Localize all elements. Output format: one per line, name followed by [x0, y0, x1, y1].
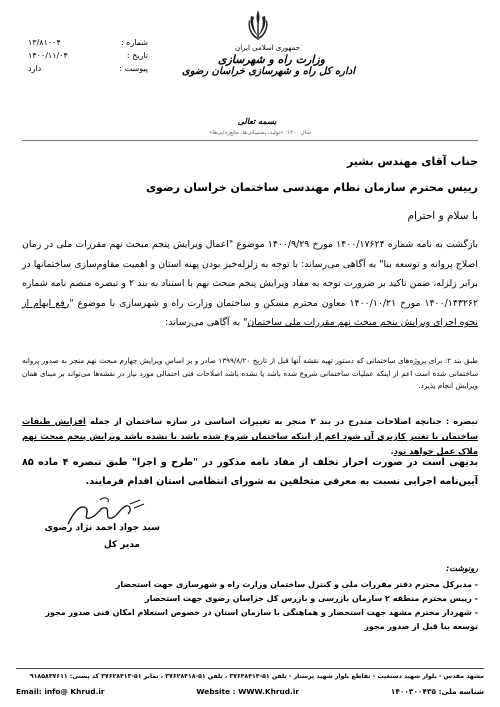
footer-contacts: [16, 687, 484, 696]
footer-email[interactable]: Email: info@ Khrud.ir: [16, 687, 105, 696]
meta-number-value: ۱۳/۸۱۰۰۴: [28, 38, 61, 47]
meta-date-label: تاریخ :: [126, 51, 148, 60]
meta-date-value: ۱۴۰۰/۱۱/۰۴: [28, 51, 68, 60]
meta-date: [28, 49, 148, 62]
meta-number-label: شماره :: [120, 38, 148, 47]
note-text: تبصره : جنانچه اصلاحات مندرج در بند ۲ منجر به تغییرات اساسی در سازه ساختمان از جمله: [85, 416, 479, 426]
note-tail: .: [390, 446, 394, 456]
meta-number: [28, 36, 148, 49]
cc-item: - مدیرکل محترم دفتر مقررات ملی و کنترل ساختمان وزارت راه و شهرسازی جهت استحضار: [115, 580, 478, 589]
letter-meta: [28, 36, 148, 75]
subject-underlined: رفع ابهام از نحوه اجرای ویرایش پنجم مبحث نهم مقررات ملی ساختمان: [22, 297, 478, 328]
clause-2: طبق بند ۲: برای پروژه‌های ساختمانی که دستور تهیه نقشه آنها قبل از تاریخ ۱۳۹۹/۸/۲۰ صادر و بر اساس ویرایش چهارم مبحث نهم منجر به صدور پروانه ساختمانی شده است اعم از اینکه عملیات ساختمانی شروع شده باشد یا نشده باشد اصلاحات فنی احتمالی مورد نیاز در نقشه‌ها می‌تواند بر مبنای همان ویرایش انجام پذیرد.: [22, 356, 478, 390]
footer-address: مشهد مقدس - بلوار شهید دستغیب - تقاطع بلوار شهید پرستار - تلفن ۵۱-۳۷۶۴۸۴۱۴ ، تلفن ۵۱-۳۷۶۲۸۴۱۸ ، نمابر ۵۱-۳۷۶۲۸۴۱۳ کد پستی: ۹۱۸۵۸۳۷۶۱۱: [29, 673, 484, 680]
cc-list: [22, 578, 478, 634]
org-line-country: جمهوری اسلامی ایران: [235, 44, 300, 52]
signer-title: مدیر کل: [103, 540, 140, 550]
body-paragraph-2: بدیهی است در صورت احراز تخلف از مفاد نامه مذکور در "طرح و اجرا" طبق تبصره ۴ ماده ۸۵ آیین‌نامه اجرایی نسبت به معرفی متخلفین به شورای انتظامی استان اقدام فرمایند.: [22, 457, 479, 487]
year-slogan: سال ۱۴۰۰؛ «تولید، پشتیبانی‌ها، مانع‌زدایی‌ها»: [209, 130, 311, 136]
footer-national-id: [391, 687, 484, 696]
org-line-ministry: وزارت راه و شهرسازی: [217, 53, 325, 66]
organization-header: [180, 42, 355, 78]
addressee-name: جناب آقای مهندس بشیر: [346, 155, 478, 168]
salutation: با سلام و احترام: [407, 210, 478, 222]
footer-website[interactable]: Website : WWW.Khrud.ir: [196, 687, 300, 696]
body-paragraph-1: [22, 235, 478, 333]
note-underlined: افزایش طبقات ساختمان یا تغییر کاربری آن شود اعم از اینکه ساختمان شروع شده باشد یا نشده باشد ویرایش پنجم مبحث نهم ملاک عمل خواهد بود: [22, 416, 478, 456]
meta-attachment-value: دارد: [28, 64, 42, 73]
header-divider: [22, 140, 478, 141]
org-line-department: اداره کل راه و شهرسازی خراسان رضوی: [181, 66, 355, 77]
cc-item: - شهردار محترم مشهد جهت استحضار و هماهنگی با سازمان استان در خصوص استعلام امکان فنی صدور مجوز توسعه بنا قبل از صدور مجوز: [45, 608, 478, 631]
signer-name: سید جواد احمد نژاد رضوی: [44, 523, 160, 533]
footer-divider: [16, 668, 484, 669]
bismillah-heading: بسمه تعالی: [237, 117, 277, 126]
body-paragraph-1-text: بازگشت به نامه شماره ۱۴۰۰/۱۷۶۲۴ مورخ ۱۴۰۰/۹/۲۹ موضوع "اعمال ویرایش پنجم مبحث نهم مقررات ملی در زمان اصلاح پروانه و توسعه بنا" به آگاهی می‌رساند: با توجه به زلزله‌خیز بودن پهنه استان و اهمیت مقاوم‌سازی ساختمانها در برابر زلزله، ضمن تاکید بر ضرورت توجه به مفاد ویرایش پنجم مبحث نهم با استناد به بند ۲ و تبصره منضم نامه شماره ۱۴۰۰/۱۴۳۲۶۲ مورخ ۱۴۰۰/۱۰/۲۱ معاون محترم مسکن و ساختمان وزارت راه و شهرسازی با موضوع ": [22, 239, 478, 309]
addressee-title: رییس محترم سازمان نظام مهندسی ساختمان خراسان رضوی: [145, 181, 478, 194]
meta-attachment: [28, 62, 148, 75]
body-paragraph-1-tail: " به آگاهی می‌رساند:: [165, 317, 248, 328]
national-id-label: شناسه ملی:: [438, 687, 484, 696]
iran-emblem-icon: [247, 8, 269, 42]
meta-attachment-label: پیوست :: [119, 64, 148, 73]
cc-title: رونوشت:: [446, 564, 478, 573]
cc-item: - رییس محترم منطقه ۲ سازمان بازرسی و بازرس کل خراسان رضوی جهت استحضار: [144, 594, 478, 603]
national-id-value: ۱۴۰۰۳۰۰۴۳۵: [390, 687, 436, 696]
